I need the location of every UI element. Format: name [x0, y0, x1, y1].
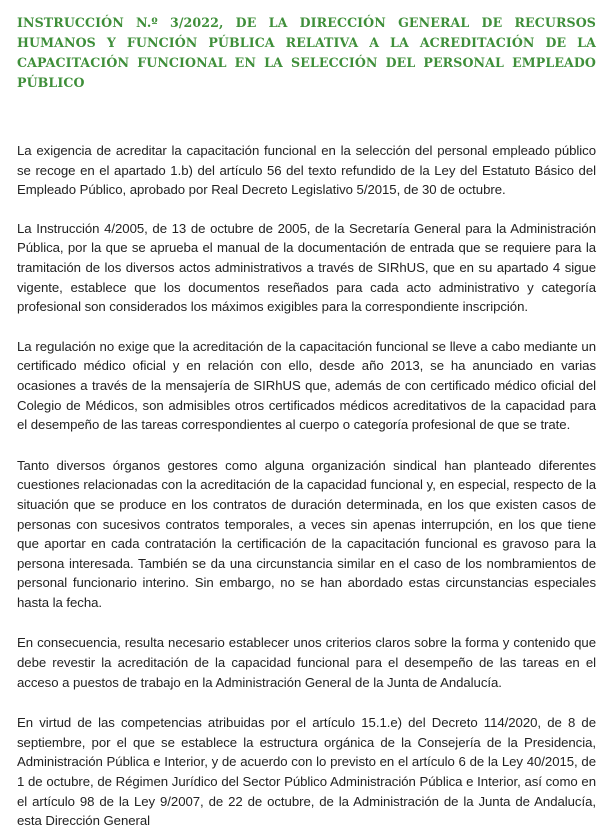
paragraph-2: La Instrucción 4/2005, de 13 de octubre de 2005, de la Secretaría General para la Administración Pública, por la que se aprueba el manual de la documentación de entrada que se requiere para la tramitación de los diversos actos administrativos a través de SIRhUS, que en su apartado 4 sigue vigente, establece que los documentos reseñados para cada acto administrativo y categoría profesional son considerados los máximos exigibles para la correspondiente inscripción. — [17, 220, 596, 315]
paragraph-3: La regulación no exige que la acreditación de la capacitación funcional se lleve a cabo mediante un certificado médico oficial y en relación con ello, desde año 2013, se ha anunciado en varias ocasiones a través de la mensajería de SIRhUS que, además de con certificado médico oficial del Colegio de Médicos, son admisibles otros certificados médicos acreditativos de la capacidad para el desempeño de las tareas correspondientes al cuerpo o categoría profesional de que se trate. — [17, 338, 596, 433]
paragraph-4: Tanto diversos órganos gestores como alguna organización sindical han planteado diferentes cuestiones relacionadas con la acreditación de la capacidad funcional y, en especial, respecto de la situación que se produce en los contratos de duración determinada, en los que existen casos de personas con sucesivos contratos temporales, a veces sin apenas interrupción, en los que tiene que aportar en cada contratación la certificación de la capacitación funcional es gravoso para la persona interesada. También se da una circunstancia similar en el caso de los nombramientos de personal funcionario interino. Sin embargo, no se han abordado estas circunstancias especiales hasta la fecha. — [17, 457, 596, 610]
document-title: INSTRUCCIÓN N.º 3/2022, DE LA DIRECCIÓN GENERAL DE RECURSOS HUMANOS Y FUNCIÓN PÚBLICA RELATIVA A LA ACREDITACIÓN DE LA CAPACITACIÓN FUNCIONAL EN LA SELECCIÓN DEL PERSONAL EMPLEADO PÚBLICO — [17, 15, 596, 90]
document-body — [17, 141, 596, 831]
paragraph-1: La exigencia de acreditar la capacitación funcional en la selección del personal empleado público se recoge en el apartado 1.b) del artículo 56 del texto refundido de la Ley del Estatuto Básico del Empleado Público, aprobado por Real Decreto Legislativo 5/2015, de 30 de octubre. — [17, 143, 596, 198]
paragraph-6: En virtud de las competencias atribuidas por el artículo 15.1.e) del Decreto 114/2020, de 8 de septiembre, por el que se establece la estructura orgánica de la Consejería de la Presidencia, Administración Pública e Interior, y de acuerdo con lo previsto en el artículo 6 de la Ley 40/2015, de 1 de octubre, de Régimen Jurídico del Sector Público Administración Pública e Interior, así como en el artículo 98 de la Ley 9/2007, de 22 de octubre, de la Administración de la Junta de Andalucía, esta Dirección General — [17, 715, 596, 829]
paragraph-5: En consecuencia, resulta necesario establecer unos criterios claros sobre la forma y contenido que debe revestir la acreditación de la capacidad funcional para el desempeño de las tareas en el acceso a puestos de trabajo en la Administración General de la Junta de Andalucía. — [17, 635, 596, 690]
